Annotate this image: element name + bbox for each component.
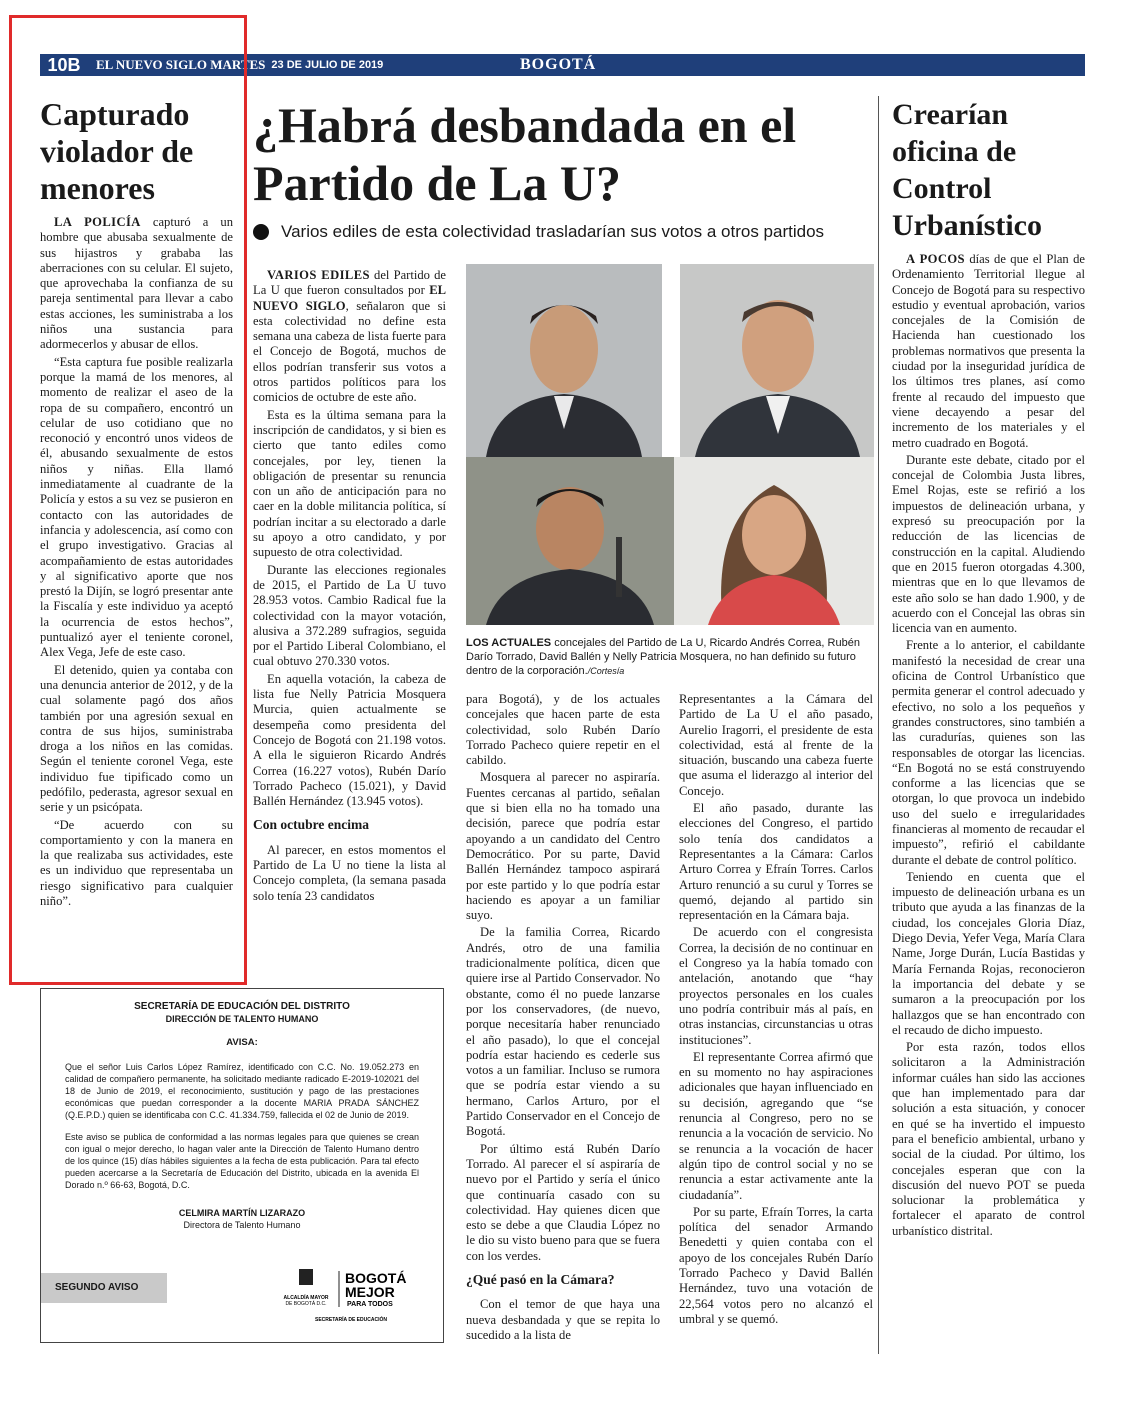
subhead-camara: ¿Qué pasó en la Cámara? [466,1271,615,1287]
issue-date: 23 DE JULIO DE 2019 [271,59,384,71]
right-article-body [892,252,1085,1241]
main-article-title: ¿Habrá desbandada en el Partido de La U? [253,97,797,211]
main-paragraph: Esta es la última semana para la inscripción de candidatos, y si bien es cierto que tanto ediles como concejales, por ley, tienen la obligación de presentar su renuncia con un año de anticipación para no caer en la doble militancia política, sí podrían incitar a su electorado a darle su apoyo a otro candidato, y por supuesto de otra colectividad. [253,407,446,560]
right-article-lead: A POCOS [906,252,965,266]
caption-text: concejales del Partido de La U, Ricardo Andrés Correa, Rubén Darío Torrado, David Ballén y Nelly Patricia Mosquera, no han definido su futuro dentro de la corporación. [466,637,860,677]
logo-text: MEJOR [345,1284,395,1300]
caption-lead: LOS ACTUALES [466,637,552,649]
left-paragraph: “Esta captura fue posible realizarla porque la mamá de los menores, al momento de realizar el aseo de la ropa de su compañero, encontró un celular de uso cotidiano que no reconoció y encontró unos videos de él, abusando sexualmente de estos niños y niñas. Ella llamó inmediatamente al cuadrante de la Policía y estos a su vez se pusieron en contacto con las autoridades de infancia y adolescencia, así como con el grupo investigativo. Gracias al acompañamiento de estas autoridades y al significativo aporte que nos prestó la Dijín, se logró presentar ante la Fiscalía y este individuo ya aceptó la ocurrencia de estos hechos”, puntualizó ayer el teniente coronel, Alex Vega, Jefe de este caso. [40,354,233,660]
main-paragraph: Al parecer, en estos momentos el Partido de La U no tiene la lista al Concejo completa, (la semana pasada solo tenía 23 candidatos [253,842,446,903]
newspaper-name: EL NUEVO SIGLO MARTES [96,57,266,72]
main-paragraph: Por su parte, Efraín Torres, la carta política del senador Armando Benedetti y quien contaba con el apoyo de los concejales Rubén Darío Torrado Pacheco y David Ballén Hernández, tuvo una votación de 22,564 votos pero no alcanzó el umbral y se quemó. [679,1204,873,1326]
main-article-dek [253,222,883,242]
photo-correa [466,264,662,457]
main-paragraph: El representante Correa afirmó que en su momento no hay aspiraciones adicionales que hayan influenciado en su decisión, agregando que “se renuncia al Congreso, pero no se renuncia a la vocación de servicio. No se renuncia a la vocación de hacer algún tipo de control social y no se renuncia a estar activamente ante la ciudadanía”. [679,1049,873,1202]
photo-ballen [466,457,674,625]
notice-logos [281,1267,441,1327]
notice-title: SECRETARÍA DE EDUCACIÓN DEL DISTRITO [134,1001,350,1012]
logo-text: BOGOTÁ [345,1270,407,1286]
logo-text: PARA TODOS [347,1301,393,1308]
newspaper-ref: EL NUEVO SIGLO [253,283,446,313]
left-paragraph: El detenido, quien ya contaba con una denuncia anterior de 2012, y de la cual solamente pagó dos años también por una agresión sexual en contra de sus hijos, suministraba droga a los niños en las comidas. Según el teniente coronel Vega, este individuo fue tipificado como un pedófilo, pederasta, agresor sexual en serie y un psicópata. [40,662,233,815]
main-p1c: , señalaron que si esta colectividad no define esta semana una cabeza de lista fuerte para el Concejo de Bogotá, muchos de ellos podrían transferir sus votos a otros partidos políticos para los comicios de octubre de este año. [253,298,446,405]
left-article-title: Capturado violador de menores [40,96,194,206]
right-paragraph: Frente a lo anterior, el cabildante manifestó la necesidad de crear una oficina de Control Urbanístico que permita generar el control adecuado y efectivo, no solo a los pequeños y grandes constructores, sino también a las curadurías, quienes son las responsables de otorgar las licencias. “En Bogotá no se está construyendo conforme a las licencias que se otorgan, lo que provoca un indebido uso del suelo e irregularidades financieras al momento de recaudar el impuesto”, refirió el cabildante durante el debate de control político. [892,638,1085,867]
photo-mosquera [674,457,874,625]
notice-subtitle: DIRECCIÓN DE TALENTO HUMANO [165,1014,319,1024]
photo-torrado [680,264,874,457]
main-paragraph: El año pasado, durante las elecciones del Congreso, el partido solo tenía dos candidatos a Representantes a la Cámara: Carlos Arturo Correa y Efraín Torres. Carlos Arturo renunció a su curul y Torres se quemó, dejando al partido sin representación en la Cámara baja. [679,801,873,923]
main-paragraph: De la familia Correa, Ricardo Andrés, otro de una familia tradicionalmente política, dicen que quiere irse al Partido Conservador. No obstante, como él no puede lanzarse por los conservadores, (de nuevo, porque necesitaría haber renunciado el año pasado), lo que el concejal podría estar haciendo es cederle sus votos a un familiar. Incluso se rumora que se podría estar viendo a su hermano, Carlos Arturo, por el Partido Conservador en el Concejo de Bogotá. [466,925,660,1139]
right-paragraph: Por esta razón, todos ellos solicitaron a la Administración informar cuáles han sido las acciones que han implementado para dar solución a esta situación, y conocer en qué se ha invertido el impuesto para el beneficio ambiental, urbano y social de la ciudad. Por último, los concejales esperan que con la discusión del nuevo POT se pueda solucionar la problemática y fortalecer el aparato de control urbanístico distrital. [892,1040,1085,1238]
bullet-icon [253,224,269,240]
logo-text: ALCALDÍA MAYOR [283,1295,329,1301]
right-article-title: Crearían oficina de Control Urbanístico [892,98,1042,242]
photo-credit: /Cortesía [587,666,625,676]
main-paragraph: Representantes a la Cámara del Partido de La U el año pasado, Aurelio Iragorri, el presidente de esta colectividad, está al frente de la situación, buscando una cabeza fuerte que asuma el liderazgo al interior del Concejo. [679,692,873,798]
column-divider [878,96,879,1354]
logo-text: SECRETARÍA DE EDUCACIÓN [315,1317,387,1323]
main-lead: VARIOS EDILES [267,268,370,282]
main-col-2 [466,692,660,1345]
notice-body: Que el señor Luis Carlos López Ramírez, identificado con C.C. No. 19.052.273 en calidad de compañero permanente, ha solicitado mediante radicado E-2019-102021 del 18 de Junio de 2019, el reconocimiento, sustitución y pago de las prestaciones económicas que puedan corresponder a la docente MARIA PRADA SÁNCHEZ (Q.E.P.D.) quien se identificaba con C.C. 41.334.759, fallecida el 02 de Junio de 2019. [65,1062,419,1120]
right-paragraph: Durante este debate, citado por el concejal de Colombia Justa libres, Emel Rojas, este se refirió a los impuestos de delineación urbana, y expresó su preocupación por la reducción de las licencias de construcción en la capital. Aludiendo que en 2015 fueron otorgadas 4.300, mientras que en lo que llevamos de este año solo se han dado 1.900, y de acuerdo con el Concejal las obras sin licencia van en aumento. [892,452,1085,636]
legal-notice [40,988,444,1343]
photo-caption [466,636,874,678]
main-col-3 [679,692,873,1329]
left-article-body [40,215,233,911]
left-article-lead: LA POLICÍA [54,215,141,229]
main-paragraph: Mosquera al parecer no aspiraría. Fuentes cercanas al partido, señalan que si bien ella no ha tomado una decisión, parece que podría estar apoyando a un candidato del Centro Democrático. Por su parte, David Ballén Hernández tampoco aspirará por este partido y lo que podría estar haciendo es apoyar a un familiar suyo. [466,770,660,923]
logo-text: DE BOGOTÁ D.C. [285,1301,327,1307]
notice-badge: SEGUNDO AVISO [41,1273,167,1303]
section-name: BOGOTÁ [520,56,597,73]
right-paragraph: Teniendo en cuenta que el impuesto de delineación urbana es un tributo que ayuda a las finanzas de la ciudad, los concejales Gloria Díaz, Diego Devia, Yefer Vega, María Clara Name, Jorge Durán, Lucía Bastidas y María Fernanda Rojas, reconocieron la importancia del debate y se sumaron a la preocupación por los hallazgos que se han encontrado con el recaudo de dicho impuesto. [892,869,1085,1037]
main-paragraph: En aquella votación, la cabeza de lista fue Nelly Patricia Mosquera Murcia, quien actualmente se desempeña como presidenta del Concejo de Bogotá con 21.198 votos. A ella le siguieron Ricardo Andrés Correa (16.227 votos), Rubén Darío Torrado Pacheco (15.021), y David Ballén Hernández (13.945 votos). [253,671,446,809]
subhead-octubre: Con octubre encima [253,817,369,833]
notice-role: Directora de Talento Humano [183,1220,301,1230]
main-p1a: del Partido de La U que fueron consultados por [253,268,446,298]
main-paragraph: Con el temor de que haya una nueva desbandada y que se repita lo sucedido a la lista de [466,1297,660,1342]
page-number: 10B [40,55,88,76]
bogota-logo-icon [281,1267,441,1327]
notice-body: Este aviso se publica de conformidad a las normas legales para que quienes se crean con igual o mejor derecho, lo hagan valer ante la Dirección de Talento Humano dentro de los quince (15) días hábiles siguientes a la fecha de esta publicación. Para tal efecto pueden acercarse a la Secretaría de Educación del Distrito, ubicada en la avenida El Dorado n.º 66-63, Bogotá, D.C. [65,1132,419,1190]
main-paragraph: Durante las elecciones regionales de 2015, el Partido de La U tuvo 28.953 votos. Cambio Radical fue la colectividad con la mayor votación, alusiva a 372.289 sufragios, seguida por el Partido Liberal Colombiano, el cual obtuvo 270.330 votos. [253,562,446,669]
main-paragraph: para Bogotá), y de los actuales concejales que hacen parte de esta colectividad, solo Rubén Darío Torrado Pacheco quiere repetir en el cabildo. [466,692,660,768]
right-paragraph: días de que el Plan de Ordenamiento Territorial llegue al Concejo de Bogotá para su respectivo estudio y eventual aprobación, varios concejales de la Comisión de Hacienda han cuestionado los problemas normativos que presenta la ciudad por la inseguridad jurídica de los últimos tres planes, así como frente al recaudo del impuesto que viene decayendo a pesar del incremento de los materiales y el metro cuadrado en Bogotá. [892,252,1085,450]
dek-text: Varios ediles de esta colectividad trasladarían sus votos a otros partidos [281,222,825,241]
left-paragraph: capturó a un hombre que abusaba sexualmente de sus hijastros y grababa las aberraciones con su celular. El sujeto, que aprovechaba la confianza de su pareja sentimental para llevar a cabo estas acciones, les suministraba a los niños una sustancia para adormecerlos y abusar de ellos. [40,215,233,352]
notice-signer: CELMIRA MARTÍN LIZARAZO [178,1208,306,1218]
main-col-1 [253,268,446,906]
main-paragraph: Por último está Rubén Darío Torrado. Al parecer el sí aspiraría de nuevo por el Partido y sería el único que continuaría casado con su colectividad. Hay quienes dicen que esto se debe a que Claudia López no le dio su visto bueno para que se fuera con los verdes. [466,1141,660,1263]
notice-aviso: AVISA: [226,1037,258,1048]
left-paragraph: “De acuerdo con su comportamiento y con la manera en la que realizaba sus actividades, este es un individuo que representaba un riesgo significativo para cualquier niño”. [40,817,233,909]
main-paragraph: De acuerdo con el congresista Correa, la decisión de no continuar en el Congreso ya la había tomado con antelación, anotando que “hay proyectos personales en los cuales uno podría contribuir más al país, en otras instancias, circunstancias u otras instituciones”. [679,925,873,1047]
